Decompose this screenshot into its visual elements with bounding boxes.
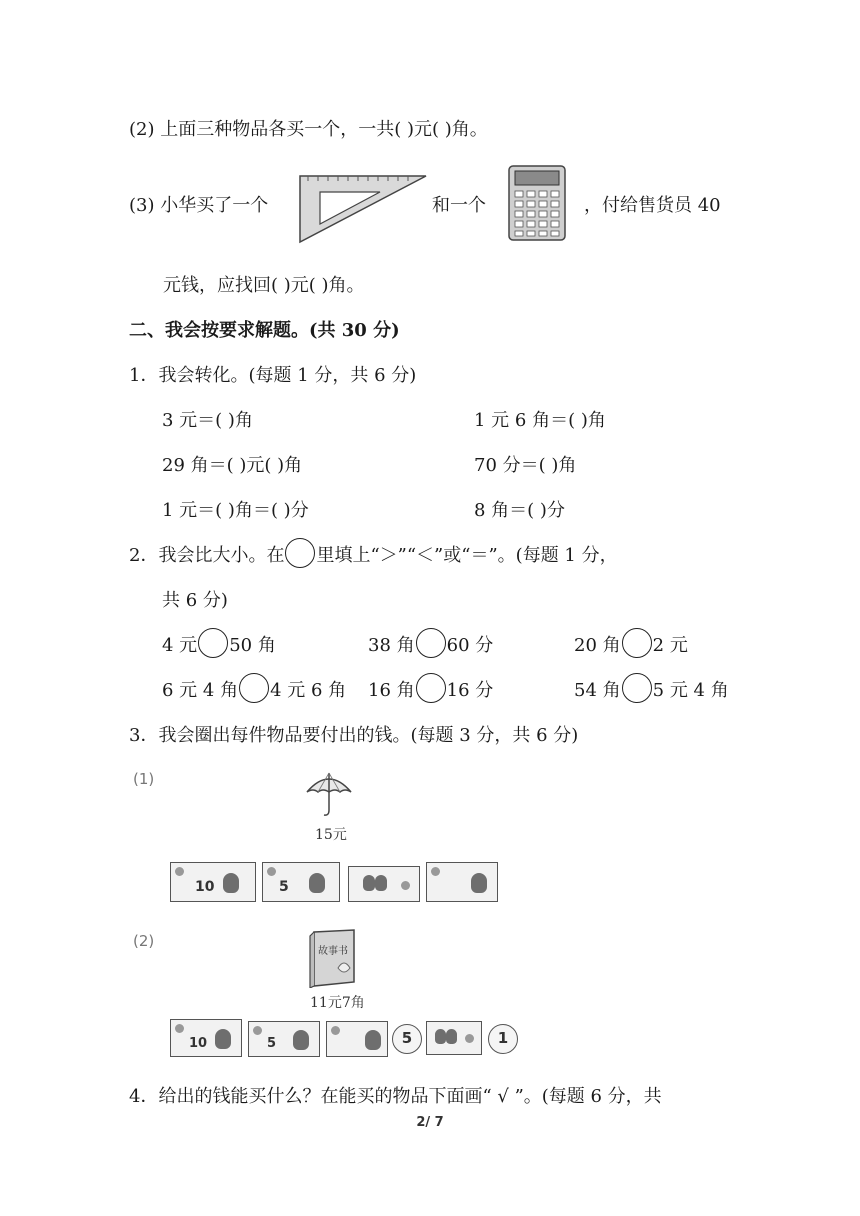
compare-item: 16 角 16 分 (368, 679, 493, 703)
question-3-text-mid: 和一个 (432, 195, 486, 216)
calculator-icon (508, 165, 566, 241)
storybook-icon (308, 928, 360, 988)
answer-circle[interactable] (416, 628, 446, 658)
answer-circle[interactable] (239, 673, 269, 703)
problem-2-title-start: 2．我会比大小。在 (129, 545, 285, 566)
coin-5-jiao[interactable]: 5 (392, 1024, 422, 1054)
umbrella-price: 15元 (315, 827, 347, 843)
compare-item: 6 元 4 角 4 元 6 角 (162, 679, 346, 703)
banknote-1-yuan[interactable] (326, 1021, 388, 1057)
coin-1-jiao[interactable]: 1 (488, 1024, 518, 1054)
question-2-text: (2) 上面三种物品各买一个，一共( )元( )角。 (129, 119, 488, 140)
umbrella-icon (305, 770, 353, 818)
compare-item: 20 角 2 元 (574, 634, 688, 658)
banknote-5-yuan[interactable]: 5 (262, 862, 340, 902)
problem-3-title: 3．我会圈出每件物品要付出的钱。(每题 3 分，共 6 分) (129, 725, 579, 746)
problem-2-title-end: 里填上“＞”“＜”或“＝”。(每题 1 分， (316, 545, 618, 566)
answer-circle[interactable] (416, 673, 446, 703)
figure-label-2: (2) (133, 932, 155, 950)
answer-circle[interactable] (622, 673, 652, 703)
conversion-item: 1 元 6 角＝( )角 (474, 410, 606, 431)
answer-circle[interactable] (198, 628, 228, 658)
storybook-price: 11元7角 (310, 995, 365, 1011)
section-2-title: 二、我会按要求解题。(共 30 分) (129, 320, 400, 341)
banknote-jiao[interactable] (426, 1021, 482, 1055)
conversion-item: 70 分＝( )角 (474, 455, 577, 476)
conversion-item: 29 角＝( )元( )角 (162, 455, 303, 476)
question-3-text-cont: 元钱，应找回( )元( )角。 (163, 275, 365, 296)
banknote-10-yuan[interactable]: 10 (170, 1019, 242, 1057)
problem-2-title (129, 544, 618, 568)
compare-item: 4 元 50 角 (162, 634, 276, 658)
problem-2-title-cont: 共 6 分) (162, 590, 228, 611)
banknote-10-yuan[interactable]: 10 (170, 862, 256, 902)
question-3-text-end: ，付给售货员 40 (584, 195, 721, 216)
answer-circle[interactable] (622, 628, 652, 658)
page-number: 2/ 7 (416, 1115, 444, 1130)
figure-label-1: (1) (133, 770, 155, 788)
banknote-1-yuan[interactable] (348, 866, 420, 902)
problem-1-title: 1．我会转化。(每题 1 分，共 6 分) (129, 365, 417, 386)
question-3-text-start: (3) 小华买了一个 (129, 195, 269, 216)
problem-4-title: 4．给出的钱能买什么？在能买的物品下面画“ √ ”。(每题 6 分，共 (129, 1086, 662, 1107)
conversion-item: 8 角＝( )分 (474, 500, 565, 521)
storybook-title: 故事书 (318, 946, 348, 957)
compare-item: 54 角 5 元 4 角 (574, 679, 729, 703)
set-square-icon (298, 172, 428, 244)
conversion-item: 3 元＝( )角 (162, 410, 253, 431)
compare-circle-icon (285, 538, 315, 568)
banknote-5-yuan[interactable]: 5 (248, 1021, 320, 1057)
banknote-1-yuan[interactable] (426, 862, 498, 902)
conversion-item: 1 元＝( )角＝( )分 (162, 500, 309, 521)
compare-item: 38 角 60 分 (368, 634, 493, 658)
